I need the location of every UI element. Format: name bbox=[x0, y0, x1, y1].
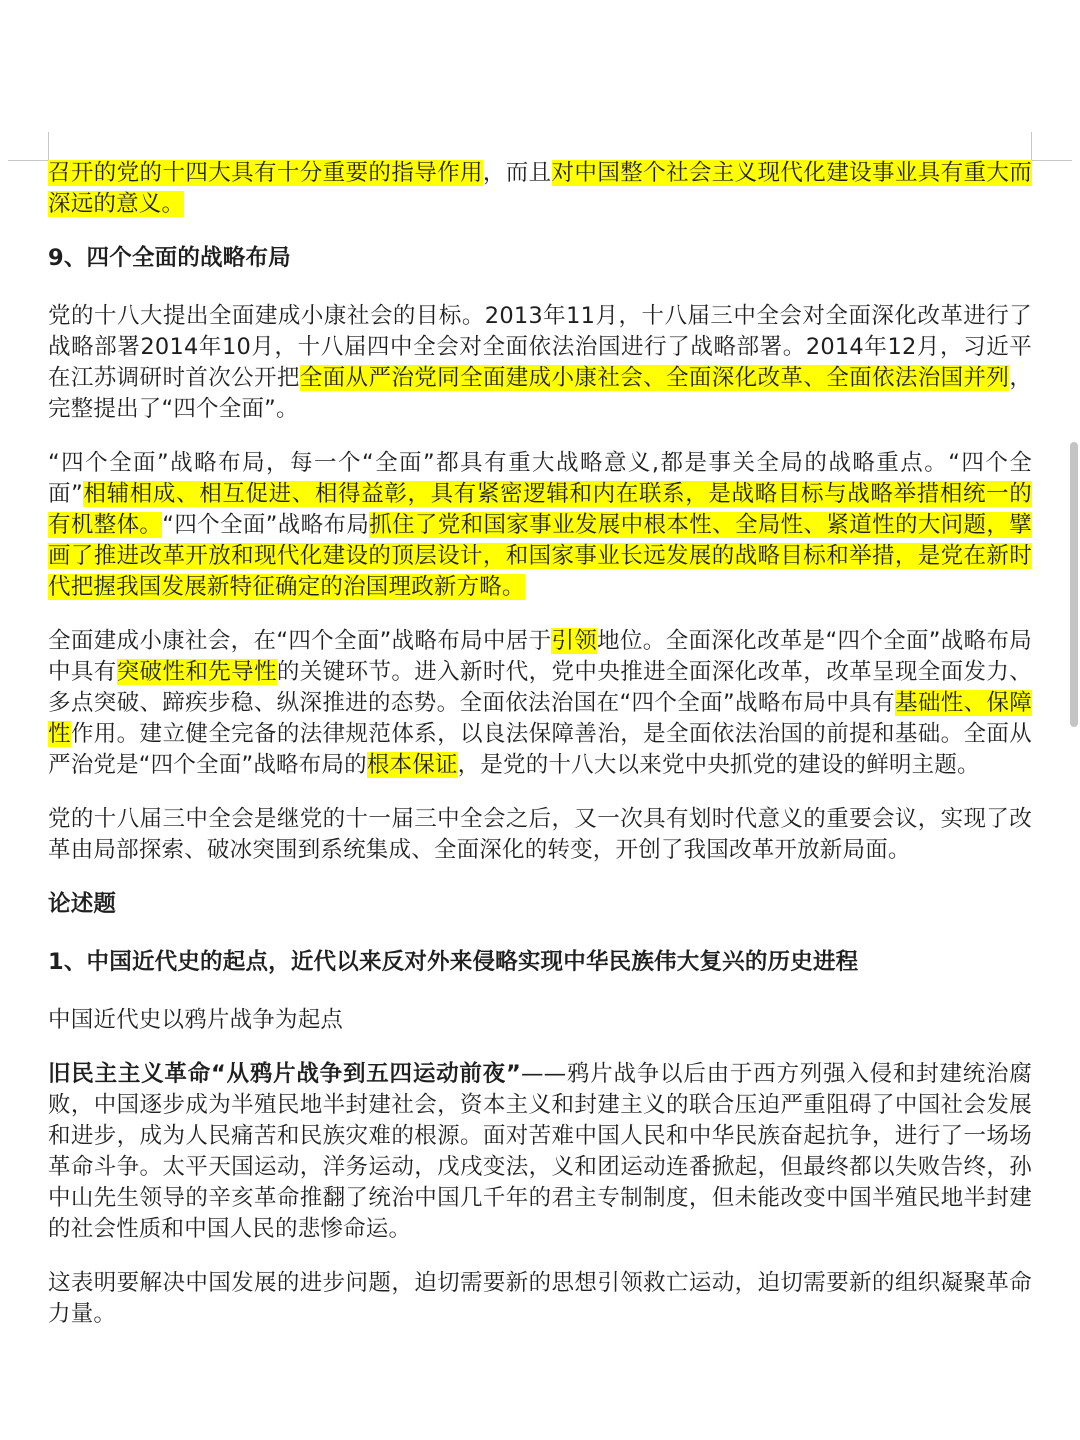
highlight: 召开的党的十四大具有十分重要的指导作用 bbox=[48, 160, 483, 186]
paragraph: 中国近代史以鸦片战争为起点 bbox=[48, 1007, 344, 1033]
highlight: 全面从严治党同全面建成小康社会、全面深化改革、全面依法治国并列 bbox=[299, 365, 1010, 391]
highlight: 对中国整个社会主义现代化建设事业具有重大而深远的意义。 bbox=[48, 160, 1032, 217]
page-corner-mark bbox=[8, 132, 49, 161]
document-body bbox=[48, 158, 1032, 1353]
highlight: 抓住了党和国家事业发展中根本性、全局性、紧道性的大问题，擘画了推进改革开放和现代化建设的顶层设计，和国家事业长远发展的战略目标和举措，是党在新时代把握我国发展新特征确定的治国理政新方略。 bbox=[48, 512, 1032, 600]
section-heading: 9、四个全面的战略布局 bbox=[48, 245, 291, 271]
highlight: 相辅相成、相互促进、相得益彰，具有紧密逻辑和内在联系，是战略目标与战略举措相统一的有机整体。 bbox=[48, 481, 1033, 538]
bold-lead: 旧民主主义革命“从鸦片战争到五四运动前夜” bbox=[48, 1061, 521, 1087]
page-corner-mark bbox=[1031, 132, 1072, 161]
paragraph: 全面建成小康社会，在“四个全面”战略布局中居于引领地位。全面深化改革是“四个全面”战略布局中具有突破性和先导性的关键环节。进入新时代，党中央推进全面深化改革，改革呈现全面发力、多点突破、蹄疾步稳、纵深推进的态势。全面依法治国在“四个全面”战略布局中具有基础性、保障性作用。建立健全完备的法律规范体系，以良法保障善治，是全面依法治国的前提和基础。全面从严治党是“四个全面”战略布局的根本保证，是党的十八大以来党中央抓党的建设的鲜明主题。 bbox=[48, 628, 1032, 778]
highlight: 引领 bbox=[551, 628, 598, 654]
scrollbar[interactable] bbox=[1070, 442, 1078, 727]
paragraph: 这表明要解决中国发展的进步问题，迫切需要新的思想引领救亡运动，迫切需要新的组织凝聚革命力量。 bbox=[48, 1270, 1032, 1327]
highlight: 根本保证 bbox=[366, 752, 458, 778]
highlight: 突破性和先导性 bbox=[116, 659, 277, 685]
question-heading: 1、中国近代史的起点，近代以来反对外来侵略实现中华民族伟大复兴的历史进程 bbox=[48, 949, 859, 975]
paragraph: 党的十八届三中全会是继党的十一届三中全会之后，又一次具有划时代意义的重要会议，实现了改革由局部探索、破冰突围到系统集成、全面深化的转变，开创了我国改革开放新局面。 bbox=[48, 806, 1032, 863]
paragraph: 召开的党的十四大具有十分重要的指导作用，而且对中国整个社会主义现代化建设事业具有重大而深远的意义。 bbox=[48, 160, 1032, 217]
highlight: 基础性、保障性 bbox=[48, 690, 1032, 747]
paragraph: “四个全面”战略布局，每一个“全面”都具有重大战略意义,都是事关全局的战略重点。“四个全面”相辅相成、相互促进、相得益彰，具有紧密逻辑和内在联系，是战略目标与战略举措相统一的有机整体。“四个全面”战略布局抓住了党和国家事业发展中根本性、全局性、紧道性的大问题，擘画了推进改革开放和现代化建设的顶层设计，和国家事业长远发展的战略目标和举措，是党在新时代把握我国发展新特征确定的治国理政新方略。 bbox=[48, 450, 1033, 600]
paragraph: 旧民主主义革命“从鸦片战争到五四运动前夜”——鸦片战争以后由于西方列强入侵和封建统治腐败，中国逐步成为半殖民地半封建社会，资本主义和封建主义的联合压迫严重阻碍了中国社会发展和进步，成为人民痛苦和民族灾难的根源。面对苦难中国人民和中华民族奋起抗争，进行了一场场革命斗争。太平天国运动，洋务运动，戊戌变法，义和团运动连番掀起，但最终都以失败告终，孙中山先生领导的辛亥革命推翻了统治中国几千年的君主专制制度，但未能改变中国半殖民地半封建的社会性质和中国人民的悲惨命运。 bbox=[48, 1061, 1032, 1242]
paragraph: 党的十八大提出全面建成小康社会的目标。2013年11月，十八届三中全会对全面深化改革进行了战略部署2014年10月，十八届四中全会对全面依法治国进行了战略部署。2014年12月，习近平在江苏调研时首次公开把全面从严治党同全面建成小康社会、全面深化改革、全面依法治国并列，完整提出了“四个全面”。 bbox=[48, 303, 1033, 422]
section-heading: 论述题 bbox=[48, 891, 117, 917]
